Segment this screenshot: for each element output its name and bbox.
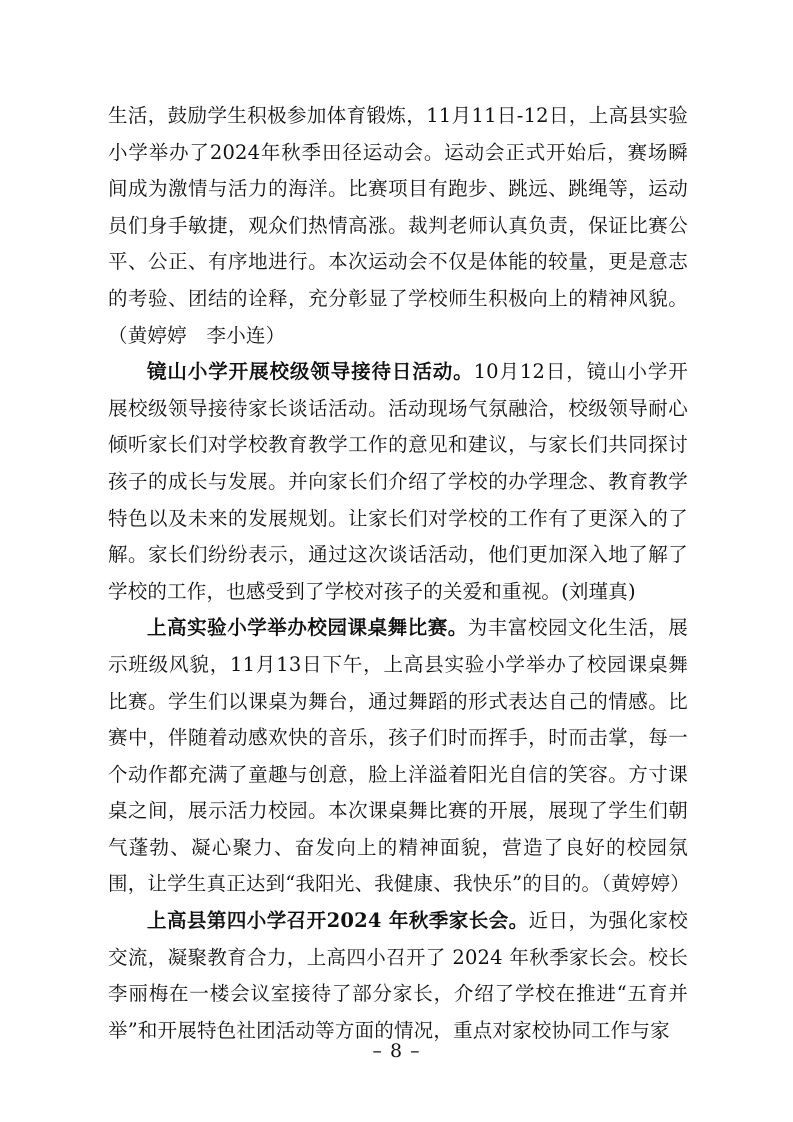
paragraph-continuation — [108, 98, 688, 354]
paragraph-desk-dance — [108, 610, 688, 903]
body-text — [108, 98, 688, 1049]
paragraph-text: 10月12日，镜山小学开展校级领导接待家长谈话活动。活动现场气氛融洽，校级领导耐心倾听家长们对学校教育教学工作的意见和建议，与家长们共同探讨孩子的成长与发展。并向家长们介绍了学校的办学理念、教育教学特色以及未来的发展规划。让家长们对学校的工作有了更深入的了解。家长们纷纷表示，通过这次谈话活动，他们更加深入地了解了学校的工作，也感受到了学校对孩子的关爱和重视。(刘瑾真) — [108, 360, 688, 603]
page-number: – 8 – — [372, 1040, 421, 1062]
paragraph-text: 为丰富校园文化生活，展示班级风貌，11月13日下午，上高县实验小学举办了校园课桌舞比赛。学生们以课桌为舞台，通过舞蹈的形式表达自己的情感。比赛中，伴随着动感欢快的音乐，孩子们时而挥手，时而击掌，每一个动作都充满了童趣与创意，脸上洋溢着阳光自信的笑容。方寸课桌之间，展示活力校园。本次课桌舞比赛的开展，展现了学生们朝气蓬勃、凝心聚力、奋发向上的精神面貌，营造了良好的校园氛围，让学生真正达到“我阳光、我健康、我快乐”的目的。（黄婷婷） — [108, 616, 690, 896]
paragraph-text: 近日，为强化家校交流，凝聚教育合力，上高四小召开了 2024 年秋季家长会。校长李丽梅在一楼会议室接待了部分家长，介绍了学校在推进“五育并举”和开展特色社团活动等方面的情况，重点对家校协同工作与家 — [108, 909, 688, 1042]
paragraph-lead-heading: 上高实验小学举办校园课桌舞比赛。 — [147, 616, 468, 640]
paragraph-parent-meeting — [108, 903, 688, 1049]
paragraph-text: 生活，鼓励学生积极参加体育锻炼，11月11日-12日，上高县实验小学举办了2024年秋季田径运动会。运动会正式开始后，赛场瞬间成为激情与活力的海洋。比赛项目有跑步、跳远、跳绳等，运动员们身手敏捷，观众们热情高涨。裁判老师认真负责，保证比赛公平、公正、有序地进行。本次运动会不仅是体能的较量，更是意志的考验、团结的诠释，充分彰显了学校师生积极向上的精神风貌。（黄婷婷 李小连） — [108, 104, 688, 347]
paragraph-lead-heading: 上高县第四小学召开2024 年秋季家长会。 — [147, 909, 529, 933]
paragraph-jingshan-reception — [108, 354, 688, 610]
paragraph-lead-heading: 镜山小学开展校级领导接待日活动。 — [147, 360, 474, 384]
